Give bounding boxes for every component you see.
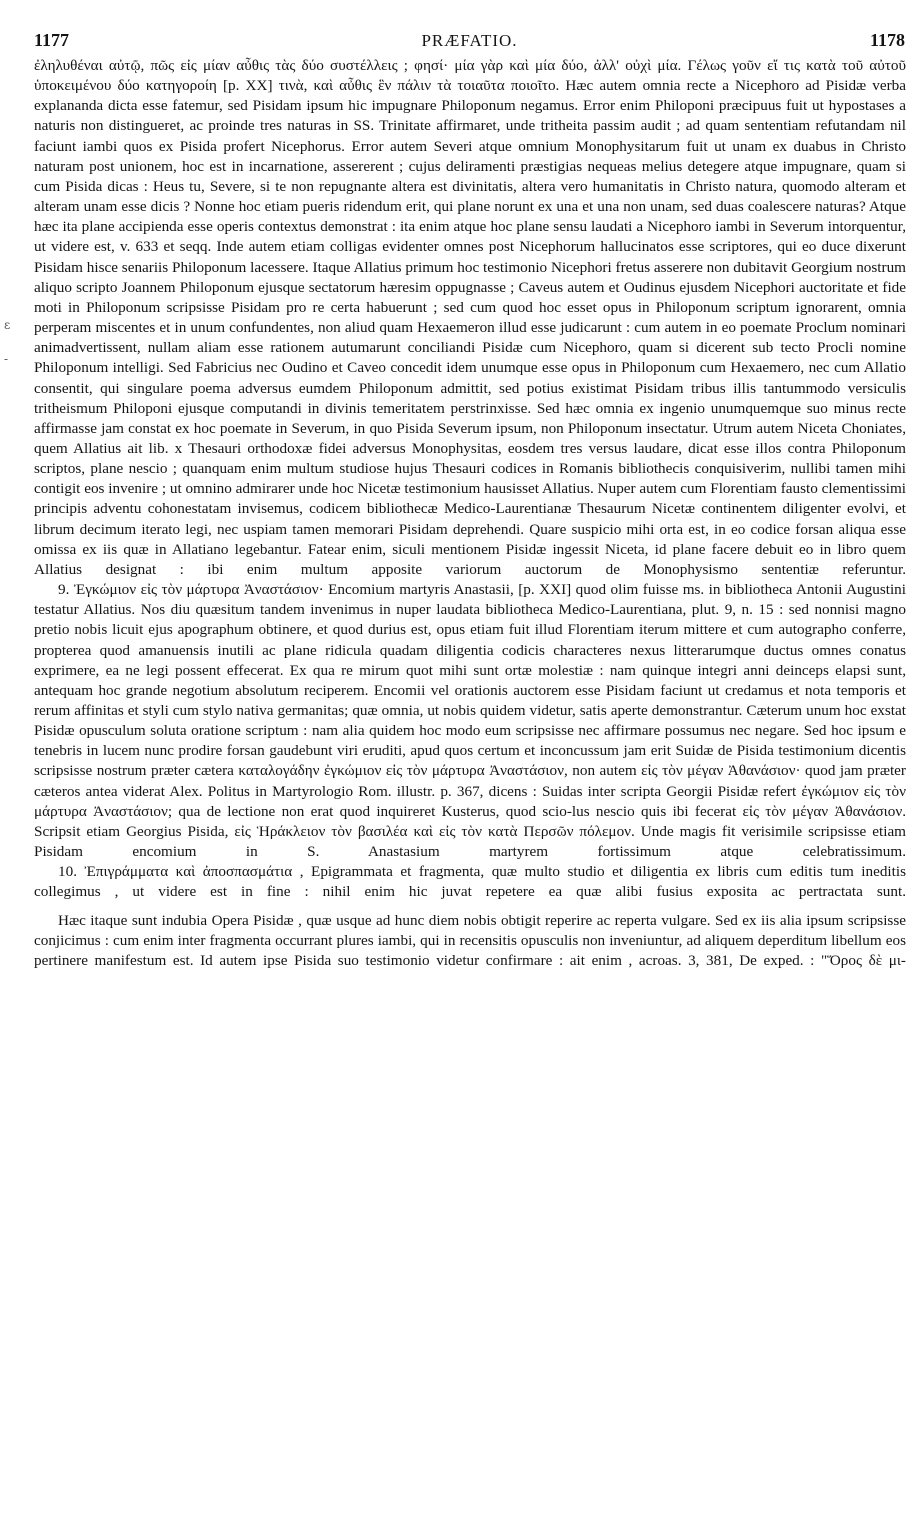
body-text	[34, 56, 906, 971]
running-title: PRÆFATIO.	[421, 31, 518, 50]
margin-mark: ε	[4, 318, 11, 332]
left-column-number: 1177	[34, 30, 70, 50]
paragraph-continuation: ἐληλυθέναι αὐτῷ, πῶς εἰς μίαν αὖθις τὰς δύο συστέλλεις ; φησί· μία γὰρ καὶ μία δύο, ἀλλ' οὐχὶ μία. Γέλως γοῦν εἴ τις κατὰ τοῦ αὐτοῦ ὑποκειμένου δύο κατηγοροίη [p. XX] τινὰ, καὶ αὖθις ἓν πάλιν τὰ τοιαῦτα ποιοῖτο. Hæc autem omnia recte a Nicephoro ad Pisidæ verba explananda dicta esse fatemur, sed Pisidam ipsum hic impugnare Philoponum negamus. Error enim Philoponi præcipuus fuit ut hypostases a naturis non distingueret, ac proinde tres naturas in SS. Trinitate affirmaret, unde tritheita passim audit ; ad quam sententiam refutandam nil faciunt iambi quos ex Pisida profert Nicephorus. Error autem Severi atque omnium Monophysitarum fuit ut unam ex duabus in Christo naturam post unionem, hoc est in incarnatione, assererent ; cujus deliramenti præstigias nequeas melius detegere atque impugnare, quam si cum Pisida dicas : Heus tu, Severe, si te non repugnante altera est divinitatis, altera vero humanitatis in Christo natura, quomodo alteram et alteram unam esse dicis ? Nonne hoc etiam pueris ridendum erit, qui plane norunt ex una et una non unam, sed duas coalescere naturas? Atque hæc ita plane accipienda esse operis contextus demonstrat : ita enim atque hoc plane sensu laudati a Nicephoro iambi in Severum intorquentur, ut videre est, v. 633 et seqq. Inde autem etiam colligas evidenter omnes post Nicephorum hallucinatos esse scriptores, qui eo duce dixerunt Pisidam hisce senariis Philoponum lacessere. Itaque Allatius primum hoc testimonio Nicephori fretus asserere non dubitavit Georgium nostrum aliquo scripto Joannem Philoponum ejusque sectatorum hæresim oppugnasse ; Caveus autem et Oudinus ejusdem Nicephori auctoritate et fide moti in Philoponum scripsisse Pisidam pro re certa habuerunt ; sed cum quod hoc esset opus in Philoponum scriptum ignorarent, omnia perperam miscentes et in unum confundentes, non aliud quam Hexaemeron illud esse judicarunt : cum autem in eo poemate Proclum nominari animadvertissent, nullam aliam esse rationem autumarunt conciliandi Pisidæ cum Nicephoro, quam si dicerent sub tecto Procli nomine Philoponum intelligi. Sed Fabricius nec Oudino et Caveo concedit idem unumque esse opus in Philoponum cum Hexaemero, nec cum Allatio consentit, qui singulare poema adversus eumdem Philoponum admittit, sed potius existimat Pisidam tribus illis tantummodo versiculis tritheismum Philoponi ejusque computandi in divinis temeritatem perstrinxisse. Sed hæc omnia ex ingenio unumquemque suo minus recte affirmasse jam constat ex hoc poemate in Severum, in quo Pisida Severum ipsum, non Philoponum insectatur. Utrum autem Niceta Choniates, quem Allatius ait lib. x Thesauri orthodoxæ fidei adversus Monophysitas, eosdem tres versus laudare, dicat esse illos contra Philoponum scriptos, plane nescio ; quanquam enim multum studiose hujus Thesauri codices in Romanis bibliothecis conquisiverim, nullibi tamen mihi contigit eos invenire ; ut omnino admirarer unde hoc Nicetæ testimonium hausisset Allatius. Nuper autem cum Florentiam fausto clementissimi principis adventu cohonestatam invisemus, codicem bibliothecæ Medico-Laurentianæ Thesaurum Nicetæ continentem diligenter evolvi, et librum decimum iterato legi, nec uspiam tamen memorari Pisidam deprehendi. Quare suspicio mihi orta est, in eo codice forsan aliqua esse omissa ex iis quæ in Allatiano legebantur. Fatear enim, siculi mentionem Pisidæ ingessit Niceta, id plane facere debuit eo in libro quem Allatius designat : ibi enim multum apposite variorum auctorum de Monophysismo sententiæ referuntur.	[34, 57, 906, 578]
paragraph-section-10: 10. Ἐπιγράμματα καὶ ἀποσπασμάτια , Epigrammata et fragmenta, quæ multo studio et diligentia ex libris cum editis tum ineditis collegimus , ut videre est in fine : nihil enim hic juvat repetere ea quæ alibi fusius exposita ac pertractata sunt.	[34, 863, 906, 901]
right-column-number: 1178	[869, 30, 905, 50]
page-header	[34, 30, 905, 54]
margin-mark: -	[4, 352, 9, 366]
paragraph-section-9: 9. Ἐγκώμιον εἰς τὸν μάρτυρα Ἀναστάσιον· Encomium martyris Anastasii, [p. XXI] quod olim fuisse ms. in bibliotheca Antonii Augustini testatur Allatius. Nos diu quæsitum tandem invenimus in nuper laudata bibliotheca Medico-Laurentiana, plut. 9, n. 15 : sed nonnisi magno pretio nobis licuit ejus apographum obtinere, et quod durius est, opus etiam fuit illud Florentiam iterum mittere et cum autographo conferre, propterea quod amanuensis inutili ac plane ridicula quadam diligentia codicis characteres nexus litterarumque ductus omnes conatus exprimere, ea ne legi possent effecerat. Ex qua re mirum quot mihi sunt ortæ molestiæ : nam quinque integri anni deinceps elapsi sunt, antequam hoc grande negotium absolutum reciperem. Encomii vel orationis auctorem esse Pisidam faciunt ut credamus et nota temporis et rerum affinitas et styli cum stylo nativa germanitas; quæ omnia, ut nobis quidem videtur, satis aperte demonstrantur. Cæterum unum hoc exstat Pisidæ opusculum soluta oratione scriptum : nam alia quidem hoc modo eum scripsisse nec affirmare possumus nec negare. Sed hoc ipsum e tenebris in lucem nunc prodire forsan gaudebunt viri eruditi, apud quos certum et inconcussum jam erit Suidæ de Pisida testimonium dicentis scripsisse nostrum præter cætera καταλογάδην ἐγκώμιον εἰς τὸν μάρτυρα Ἀναστάσιον, non autem εἰς τὸν μέγαν Ἀθανάσιον· quod jam præter cæteros antea viderat Alex. Politus in Martyrologio Rom. illustr. p. 367, dicens : Suidas inter scripta Georgii Pisidæ refert ἐγκώμιον εἰς τὸν μάρτυρα Ἀναστάσιον; qua de lectione non erat quod inquireret Kusterus, quod scio-lus nescio quis ibi fecerat εἰς τὸν μέγαν Ἀθανάσιον. Scripsit etiam Georgius Pisida, εἰς Ἡράκλειον τὸν βασιλέα καὶ εἰς τὸν κατὰ Περσῶν πόλεμον. Unde magis fit verisimile scripsisse etiam Pisidam encomium in S. Anastasium martyrem fortissimum atque celebratissimum.	[34, 581, 906, 861]
paragraph-closing: Hæc itaque sunt indubia Opera Pisidæ , quæ usque ad hunc diem nobis obtigit reperire ac reperta vulgare. Sed ex iis alia ipsum scripsisse conjicimus : cum enim inter fragmenta occurrant plures iambi, qui in recensitis opusculis non inveniuntur, ad aliquem deperditum libellum eos pertinere manifestum est. Id autem ipse Pisida suo testimonio videtur confirmare : ait enim , acroas. 3, 381, De exped. : "Ὅρος δὲ μι-	[34, 911, 906, 969]
